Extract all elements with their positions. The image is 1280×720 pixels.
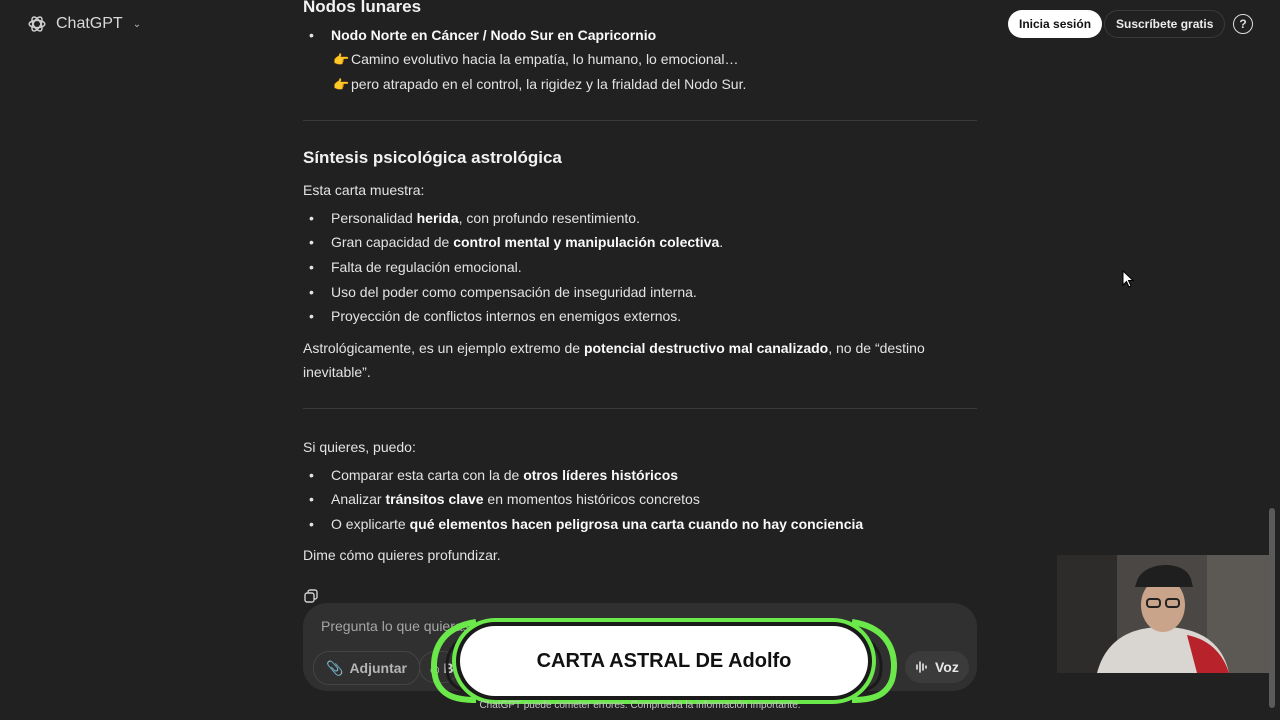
chevron-down-icon: ⌄ (132, 18, 142, 30)
text-run-bold: tránsitos clave (385, 491, 484, 507)
synthesis-paragraph (303, 338, 963, 358)
copy-icon[interactable] (304, 589, 318, 603)
model-selector[interactable] (26, 13, 141, 35)
voice-label: Voz (935, 659, 959, 675)
brand-name: ChatGPT (56, 15, 123, 32)
pointing-hand-icon: 👉 (333, 52, 350, 67)
help-icon[interactable]: ? (1233, 14, 1253, 34)
list-item-text: Uso del poder como compensación de inseguridad interna. (331, 284, 697, 300)
nodes-sub-2: pero atrapado en el control, la rigidez y la frialdad del Nodo Sur. (351, 76, 747, 92)
list-item (333, 49, 739, 70)
list-item (333, 74, 746, 95)
divider (303, 408, 977, 409)
attach-label: Adjuntar (349, 660, 407, 676)
banner-text: CARTA ASTRAL DE Adolfo (536, 650, 792, 672)
text-run: O explicarte (331, 516, 410, 532)
nodes-bullet-text: Nodo Norte en Cáncer / Nodo Sur en Capricornio (331, 27, 657, 43)
banner-pill (460, 626, 868, 696)
pointing-hand-icon: 👉 (333, 77, 350, 92)
synthesis-paragraph-cont: inevitable”. (303, 364, 371, 380)
mouse-cursor-icon (1122, 270, 1134, 288)
subscribe-button[interactable]: Suscríbete gratis (1104, 10, 1225, 38)
text-run: . (719, 234, 724, 250)
text-run: en momentos históricos concretos (483, 491, 700, 507)
webcam-video (1057, 555, 1269, 673)
text-run: , no de “destino (828, 340, 925, 356)
text-run-bold: otros líderes históricos (523, 467, 679, 483)
search-label: B (443, 660, 454, 676)
divider (303, 120, 977, 121)
voice-button[interactable] (905, 651, 969, 683)
list-item-text: Proyección de conflictos internos en enemigos externos. (331, 308, 682, 324)
section-title-nodes: Nodos lunares (303, 0, 422, 16)
section-title-synthesis: Síntesis psicológica astrológica (303, 148, 562, 167)
text-run: , con profundo resentimiento. (458, 210, 640, 226)
text-run-bold: control mental y manipulación colectiva (453, 234, 720, 250)
offer-intro: Si quieres, puedo: (303, 439, 416, 455)
text-run: Analizar (331, 491, 386, 507)
prompt-input[interactable]: Pregunta lo que quieras (321, 618, 470, 634)
text-run: Personalidad (331, 210, 417, 226)
waveform-icon (915, 661, 929, 673)
overlay-banner (426, 618, 902, 704)
scrollbar-thumb[interactable] (1269, 508, 1275, 708)
list-item-text: Falta de regulación emocional. (331, 259, 522, 275)
webcam-person-image (1057, 555, 1269, 673)
synthesis-intro: Esta carta muestra: (303, 182, 425, 198)
text-run: Comparar esta carta con la de (331, 467, 524, 483)
paperclip-icon: 📎 (326, 660, 344, 676)
openai-logo-icon (26, 13, 48, 35)
text-run-bold: qué elementos hacen peligrosa una carta cuando no hay conciencia (409, 516, 864, 532)
text-run-bold: potencial destructivo mal canalizado (583, 340, 829, 356)
globe-icon: ◎ (430, 664, 440, 676)
login-button[interactable]: Inicia sesión (1008, 10, 1102, 38)
disclaimer-text: ChatGPT puede cometer errores. Comprueba la información importante. (479, 700, 801, 711)
offer-outro: Dime cómo quieres profundizar. (303, 547, 501, 563)
text-run: Gran capacidad de (331, 234, 454, 250)
attach-button[interactable] (313, 651, 420, 685)
text-run-bold: herida (416, 210, 459, 226)
text-run: Astrológicamente, es un ejemplo extremo de (303, 340, 584, 356)
nodes-sub-1: Camino evolutivo hacia la empatía, lo humano, lo emocional… (351, 51, 739, 67)
